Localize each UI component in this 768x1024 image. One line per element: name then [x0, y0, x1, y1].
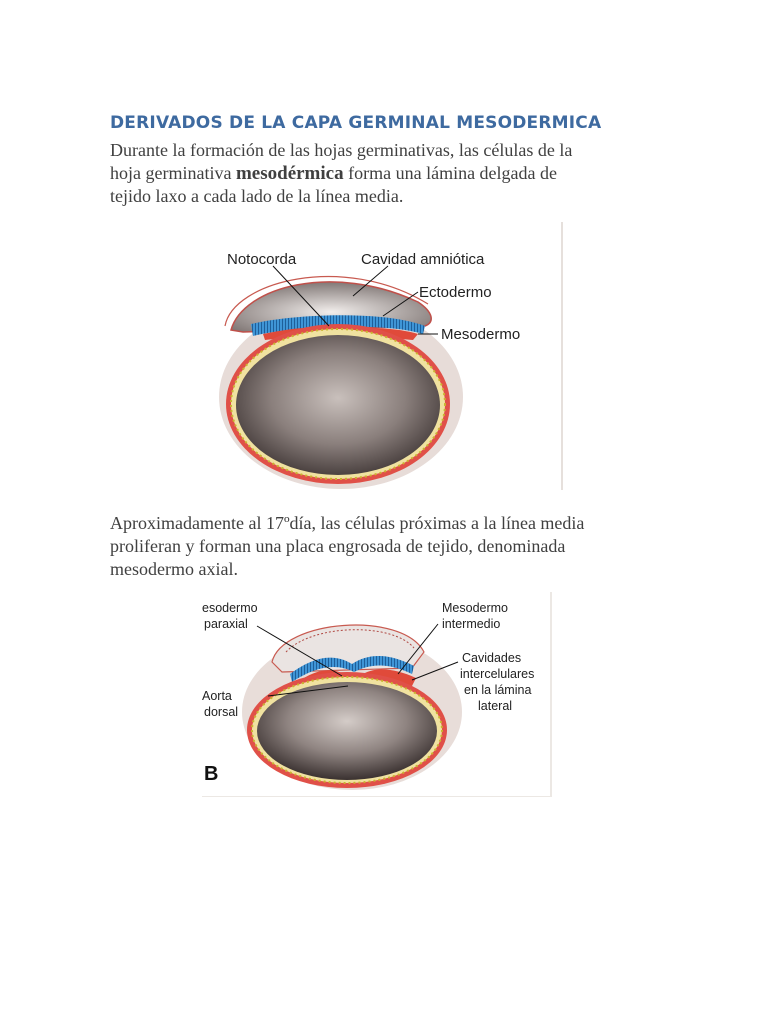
panel-label: B — [204, 763, 219, 785]
paragraph-intro — [110, 139, 670, 208]
label-cavidad-amniotica: Cavidad amniótica — [361, 251, 485, 268]
text-span: hoja germinativa — [110, 163, 236, 183]
embryo-diagram-1-svg — [213, 222, 561, 490]
paragraph-line: tejido laxo a cada lado de la línea media. — [110, 186, 404, 206]
emphasis-term: mesodérmica — [235, 163, 344, 184]
label-paraxial-1: esodermo — [202, 601, 258, 615]
label-intermedio-2: intermedio — [442, 617, 501, 631]
paragraph-line — [110, 162, 670, 185]
label-cavidades-4: lateral — [478, 699, 513, 713]
paragraph-line: mesodermo axial. — [110, 559, 238, 579]
label-intermedio-1: Mesodermo — [442, 601, 508, 615]
label-aorta-1: Aorta — [202, 689, 232, 703]
embryo-diagram-2-svg — [202, 592, 550, 796]
yolk-sac-cavity — [257, 682, 437, 780]
embryo-diagram-1 — [213, 222, 563, 490]
label-ectodermo: Ectodermo — [419, 284, 492, 301]
label-aorta-2: dorsal — [204, 705, 239, 719]
label-cavidades-2: intercelulares — [460, 667, 535, 681]
paragraph-line: Aproximadamente al 17ºdía, las células próximas a la línea media — [110, 513, 585, 533]
paragraph-axial — [110, 512, 670, 581]
text-span: forma una lámina delgada de — [343, 163, 558, 183]
label-mesodermo: Mesodermo — [441, 326, 521, 343]
yolk-sac-cavity — [236, 335, 440, 475]
paragraph-line: proliferan y forman una placa engrosada de tejido, denominada — [110, 536, 566, 556]
label-cavidades-1: Cavidades — [462, 651, 522, 665]
embryo-diagram-2 — [202, 592, 552, 797]
paragraph-line: Durante la formación de las hojas germinativas, las células de la — [110, 140, 573, 160]
label-paraxial-2: paraxial — [204, 617, 248, 631]
label-notocorda: Notocorda — [227, 251, 297, 268]
label-cavidades-3: en la lámina — [464, 683, 532, 697]
section-heading: DERIVADOS DE LA CAPA GERMINAL MESODERMICA — [110, 113, 602, 133]
